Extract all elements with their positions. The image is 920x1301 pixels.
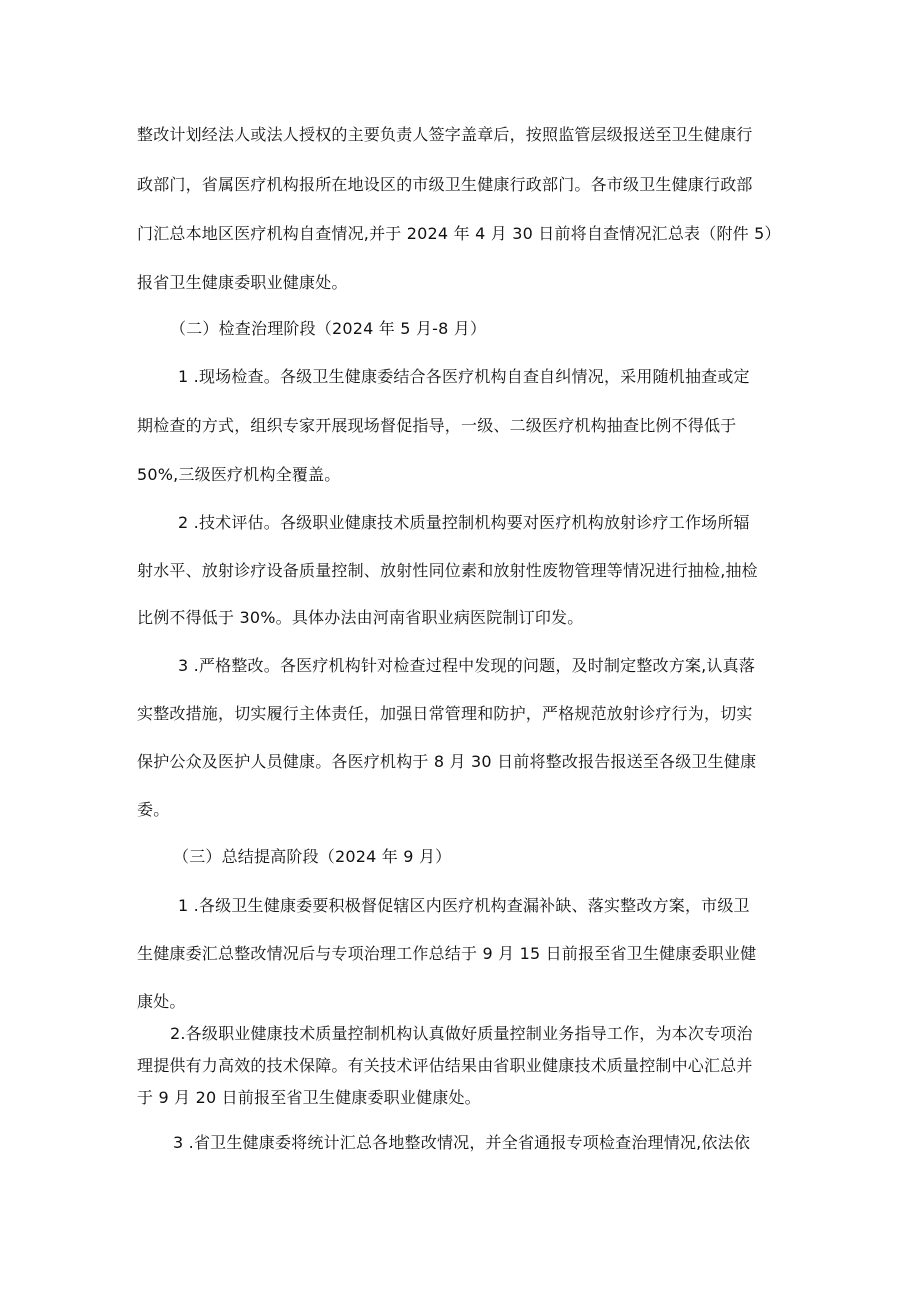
text-line: 比例不得低于 30%。具体办法由河南省职业病医院制订印发。 — [137, 608, 584, 627]
text-line: 于 9 月 20 日前报至省卫生健康委职业健康处。 — [137, 1088, 481, 1107]
text-line: 政部门，省属医疗机构报所在地设区的市级卫生健康行政部门。各市级卫生健康行政部 — [137, 175, 753, 194]
text-line: 2 .技术评估。各级职业健康技术质量控制机构要对医疗机构放射诊疗工作场所辐 — [178, 513, 750, 532]
section-heading: （二）检查治理阶段（2024 年 5 月-8 月） — [170, 319, 487, 338]
text-line: 委。 — [137, 800, 170, 819]
text-line: 50%,三级医疗机构全覆盖。 — [137, 465, 341, 484]
text-line: 3 .严格整改。各医疗机构针对检查过程中发现的问题，及时制定整改方案,认真落 — [178, 656, 756, 675]
text-line: 期检查的方式，组织专家开展现场督促指导，一级、二级医疗机构抽查比例不得低于 — [137, 416, 737, 435]
text-line: 2.各级职业健康技术质量控制机构认真做好质量控制业务指导工作，为本次专项治 — [170, 1024, 753, 1043]
text-line: 1 .现场检查。各级卫生健康委结合各医疗机构自查自纠情况，采用随机抽查或定 — [178, 367, 750, 386]
text-line: 生健康委汇总整改情况后与专项治理工作总结于 9 月 15 日前报至省卫生健康委职业健 — [137, 944, 757, 963]
text-line: 实整改措施，切实履行主体责任，加强日常管理和防护，严格规范放射诊疗行为，切实 — [137, 704, 753, 723]
text-line: 射水平、放射诊疗设备质量控制、放射性同位素和放射性废物管理等情况进行抽检,抽检 — [137, 561, 758, 580]
section-heading: （三）总结提高阶段（2024 年 9 月） — [173, 847, 452, 866]
text-line: 3 .省卫生健康委将统计汇总各地整改情况，并全省通报专项检查治理情况,依法依 — [173, 1133, 751, 1152]
text-line: 理提供有力高效的技术保障。有关技术评估结果由省职业健康技术质量控制中心汇总并 — [137, 1056, 753, 1075]
text-line: 门汇总本地区医疗机构自查情况,并于 2024 年 4 月 30 日前将自查情况汇总表（附件 5） — [137, 224, 781, 243]
text-line: 康处。 — [137, 992, 186, 1011]
text-line: 报省卫生健康委职业健康处。 — [137, 273, 348, 292]
text-line: 整改计划经法人或法人授权的主要负责人签字盖章后，按照监管层级报送至卫生健康行 — [137, 125, 753, 144]
text-line: 1 .各级卫生健康委要积极督促辖区内医疗机构查漏补缺、落实整改方案，市级卫 — [178, 896, 750, 915]
text-line: 保护公众及医护人员健康。各医疗机构于 8 月 30 日前将整改报告报送至各级卫生健康 — [137, 752, 757, 771]
